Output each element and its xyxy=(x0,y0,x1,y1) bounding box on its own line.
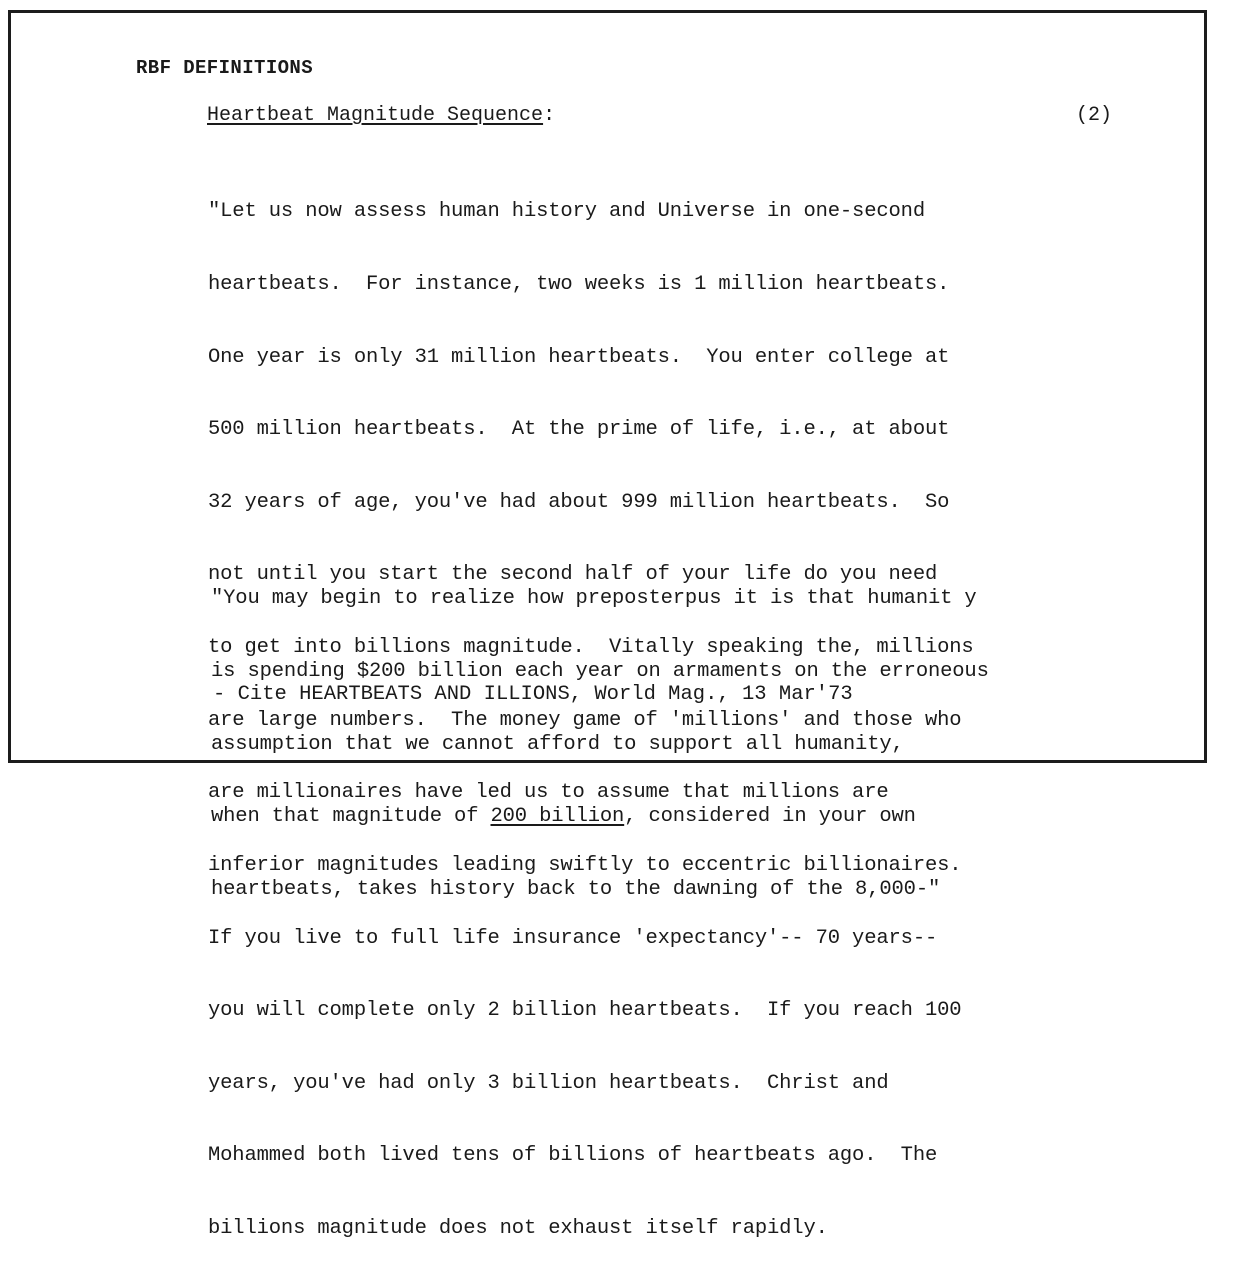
text-line: Mohammed both lived tens of billions of heartbeats ago. The xyxy=(208,1144,938,1168)
page-number: (2) xyxy=(1075,104,1112,127)
text-line: heartbeats, takes history back to the dawning of the 8,000-" xyxy=(211,877,941,901)
text-line: are large numbers. The money game of 'millions' and those who xyxy=(208,708,962,732)
section-header: RBF DEFINITIONS xyxy=(136,57,314,79)
quote-paragraph-2 xyxy=(211,539,989,926)
text-line: to get into billions magnitude. Vitally speaking the, millions xyxy=(208,636,974,660)
text-line xyxy=(211,805,989,829)
text-line: "You may begin to realize how preposterpus it is that humanit y xyxy=(211,587,977,611)
text-fragment: when that magnitude of xyxy=(211,805,491,829)
text-line: heartbeats. For instance, two weeks is 1 million heartbeats. xyxy=(208,273,950,297)
text-line: If you live to full life insurance 'expectancy'-- 70 years-- xyxy=(208,926,938,950)
entry-title-colon: : xyxy=(543,104,556,127)
text-line: years, you've had only 3 billion heartbeats. Christ and xyxy=(208,1071,889,1095)
text-line: inferior magnitudes leading swiftly to eccentric billionaires. xyxy=(208,853,962,877)
text-fragment: , considered in your own xyxy=(624,805,916,829)
text-line: assumption that we cannot afford to support all humanity, xyxy=(211,732,904,756)
text-line: "Let us now assess human history and Universe in one-second xyxy=(208,200,925,224)
text-line: is spending $200 billion each year on armaments on the erroneous xyxy=(211,660,989,684)
text-line: One year is only 31 million heartbeats. You enter college at xyxy=(208,345,950,369)
text-line: are millionaires have led us to assume that millions are xyxy=(208,781,889,805)
text-line: billions magnitude does not exhaust itself rapidly. xyxy=(208,1216,828,1240)
underlined-amount: 200 billion xyxy=(490,805,625,829)
text-line: not until you start the second half of your life do you need xyxy=(208,563,938,587)
text-line: 500 million heartbeats. At the prime of life, i.e., at about xyxy=(208,418,950,442)
text-line: you will complete only 2 billion heartbeats. If you reach 100 xyxy=(208,999,962,1023)
citation: - Cite HEARTBEATS AND ILLIONS, World Mag., 13 Mar'73 xyxy=(213,683,853,706)
text-line: 32 years of age, you've had about 999 million heartbeats. So xyxy=(208,490,950,514)
entry-title: Heartbeat Magnitude Sequence xyxy=(207,104,544,127)
entry-title-row xyxy=(207,104,1112,127)
